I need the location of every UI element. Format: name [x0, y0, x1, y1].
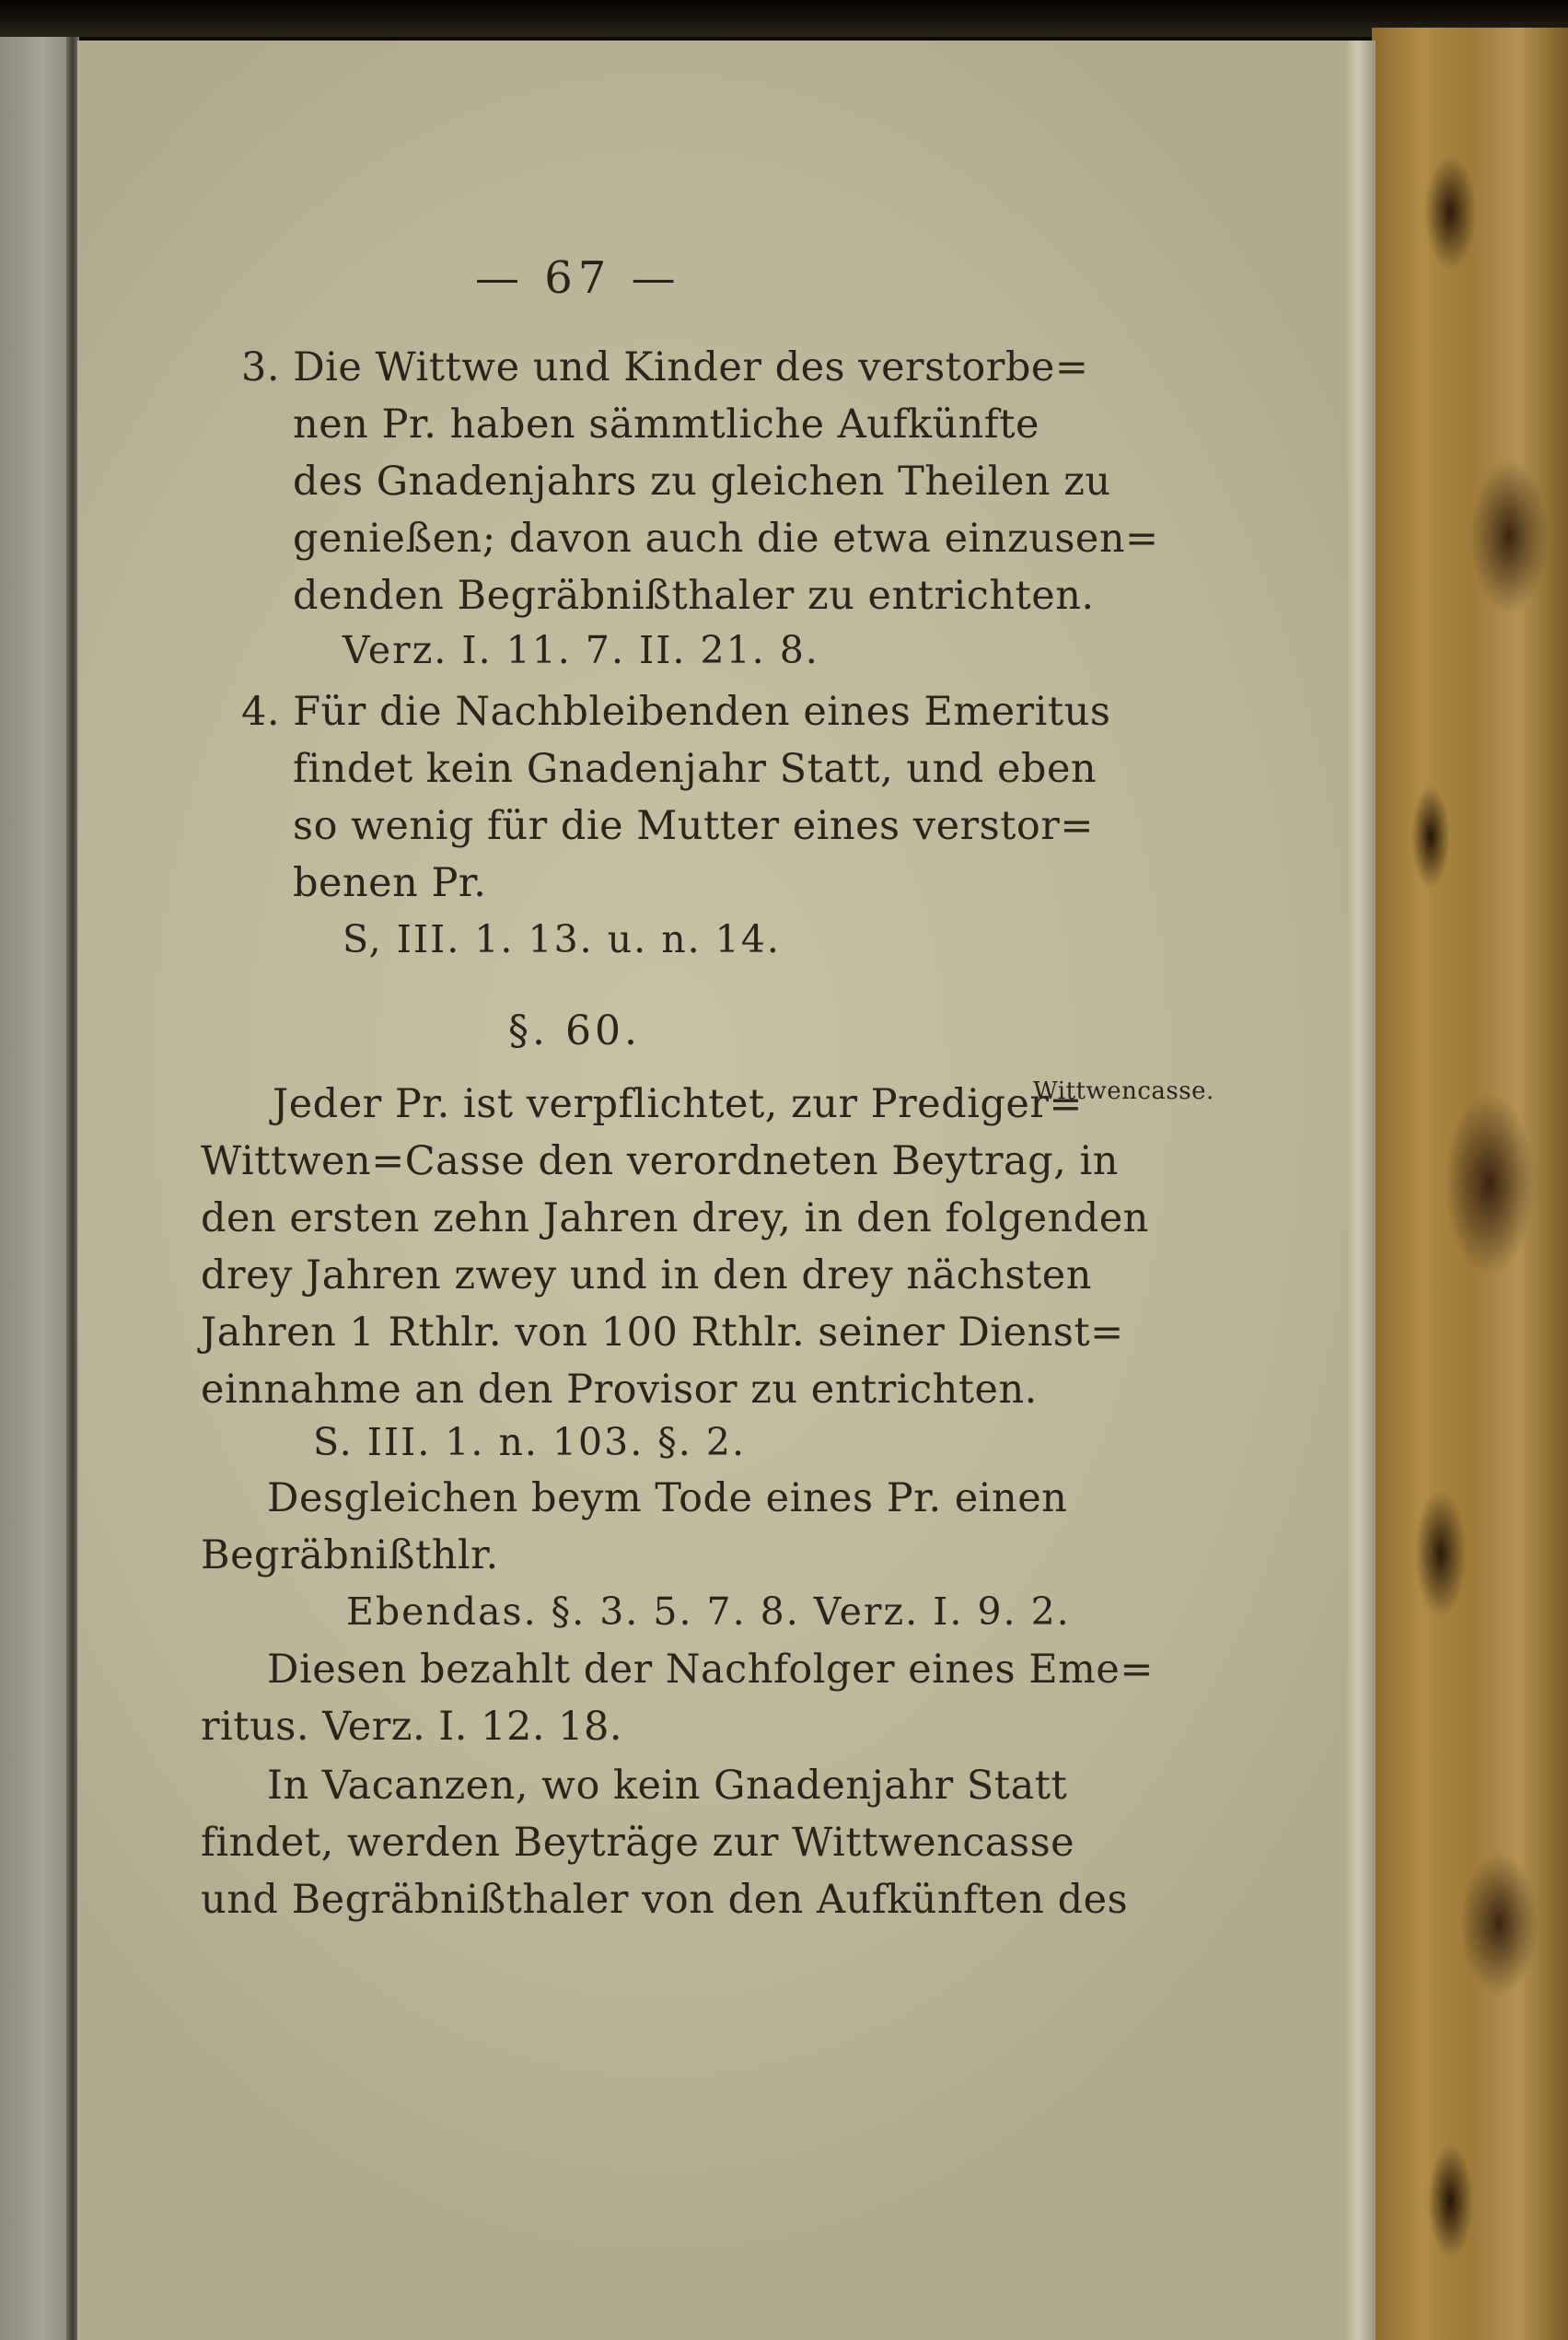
- scan-top-border: [0, 0, 1568, 37]
- facing-page-edge: [0, 37, 72, 2340]
- paragraph4-line-2: findet, werden Beyträge zur Wittwencasse: [201, 1820, 1075, 1866]
- paragraph2-line-2: Begräbnißthlr.: [201, 1532, 499, 1578]
- paragraph1-line-5: Jahren 1 Rthlr. von 100 Rthlr. seiner Dienst=: [201, 1310, 1124, 1356]
- paragraph1-line-6: einnahme an den Provisor zu entrichten.: [201, 1367, 1038, 1413]
- paragraph1-line-3: den ersten zehn Jahren drey, in den folgenden: [201, 1195, 1149, 1241]
- paragraph1-line-2: Wittwen=Casse den verordneten Beytrag, in: [201, 1138, 1119, 1184]
- paragraph1-line-4: drey Jahren zwey und in den drey nächsten: [201, 1252, 1092, 1298]
- paragraph2-reference: Ebendas. §. 3. 5. 7. 8. Verz. I. 9. 2.: [346, 1589, 1071, 1634]
- item3-line-5: denden Begräbnißthaler zu entrichten.: [293, 573, 1095, 619]
- paragraph3-line-1: Diesen bezahlt der Nachfolger eines Eme=: [267, 1647, 1154, 1693]
- marginal-note: Wittwencasse.: [1033, 1077, 1214, 1105]
- paragraph2-line-1: Desgleichen beym Tode eines Pr. einen: [267, 1475, 1068, 1521]
- item3-line-4: genießen; davon auch die etwa einzusen=: [293, 516, 1159, 562]
- paragraph1-reference: S. III. 1. n. 103. §. 2.: [313, 1420, 746, 1464]
- paragraph1-line-1: Jeder Pr. ist verpflichtet, zur Prediger=: [273, 1081, 1083, 1127]
- item3-line-3: des Gnadenjahrs zu gleichen Theilen zu: [293, 459, 1111, 505]
- page-number: — 67 —: [475, 252, 681, 304]
- paragraph3-line-2: ritus. Verz. I. 12. 18.: [201, 1704, 623, 1750]
- page-fore-edge: [1346, 41, 1376, 2340]
- item4-line-3: so wenig für die Mutter eines verstor=: [293, 803, 1094, 849]
- paragraph4-line-3: und Begräbnißthaler von den Aufkünften des: [201, 1877, 1129, 1923]
- item3-line-2: nen Pr. haben sämmtliche Aufkünfte: [293, 402, 1040, 448]
- item4-line-2: findet kein Gnadenjahr Statt, und eben: [293, 746, 1098, 792]
- item4-line-1: 4. Für die Nachbleibenden eines Emeritus: [241, 689, 1111, 735]
- marbled-book-cover: [1372, 28, 1568, 2340]
- item4-reference: S, III. 1. 13. u. n. 14.: [343, 917, 781, 961]
- section-heading: §. 60.: [508, 1007, 641, 1054]
- paragraph4-line-1: In Vacanzen, wo kein Gnadenjahr Statt: [267, 1763, 1068, 1809]
- item4-line-4: benen Pr.: [293, 860, 487, 906]
- item3-line-1: 3. Die Wittwe und Kinder des verstorbe=: [241, 344, 1089, 390]
- item3-reference: Verz. I. 11. 7. II. 21. 8.: [343, 628, 819, 672]
